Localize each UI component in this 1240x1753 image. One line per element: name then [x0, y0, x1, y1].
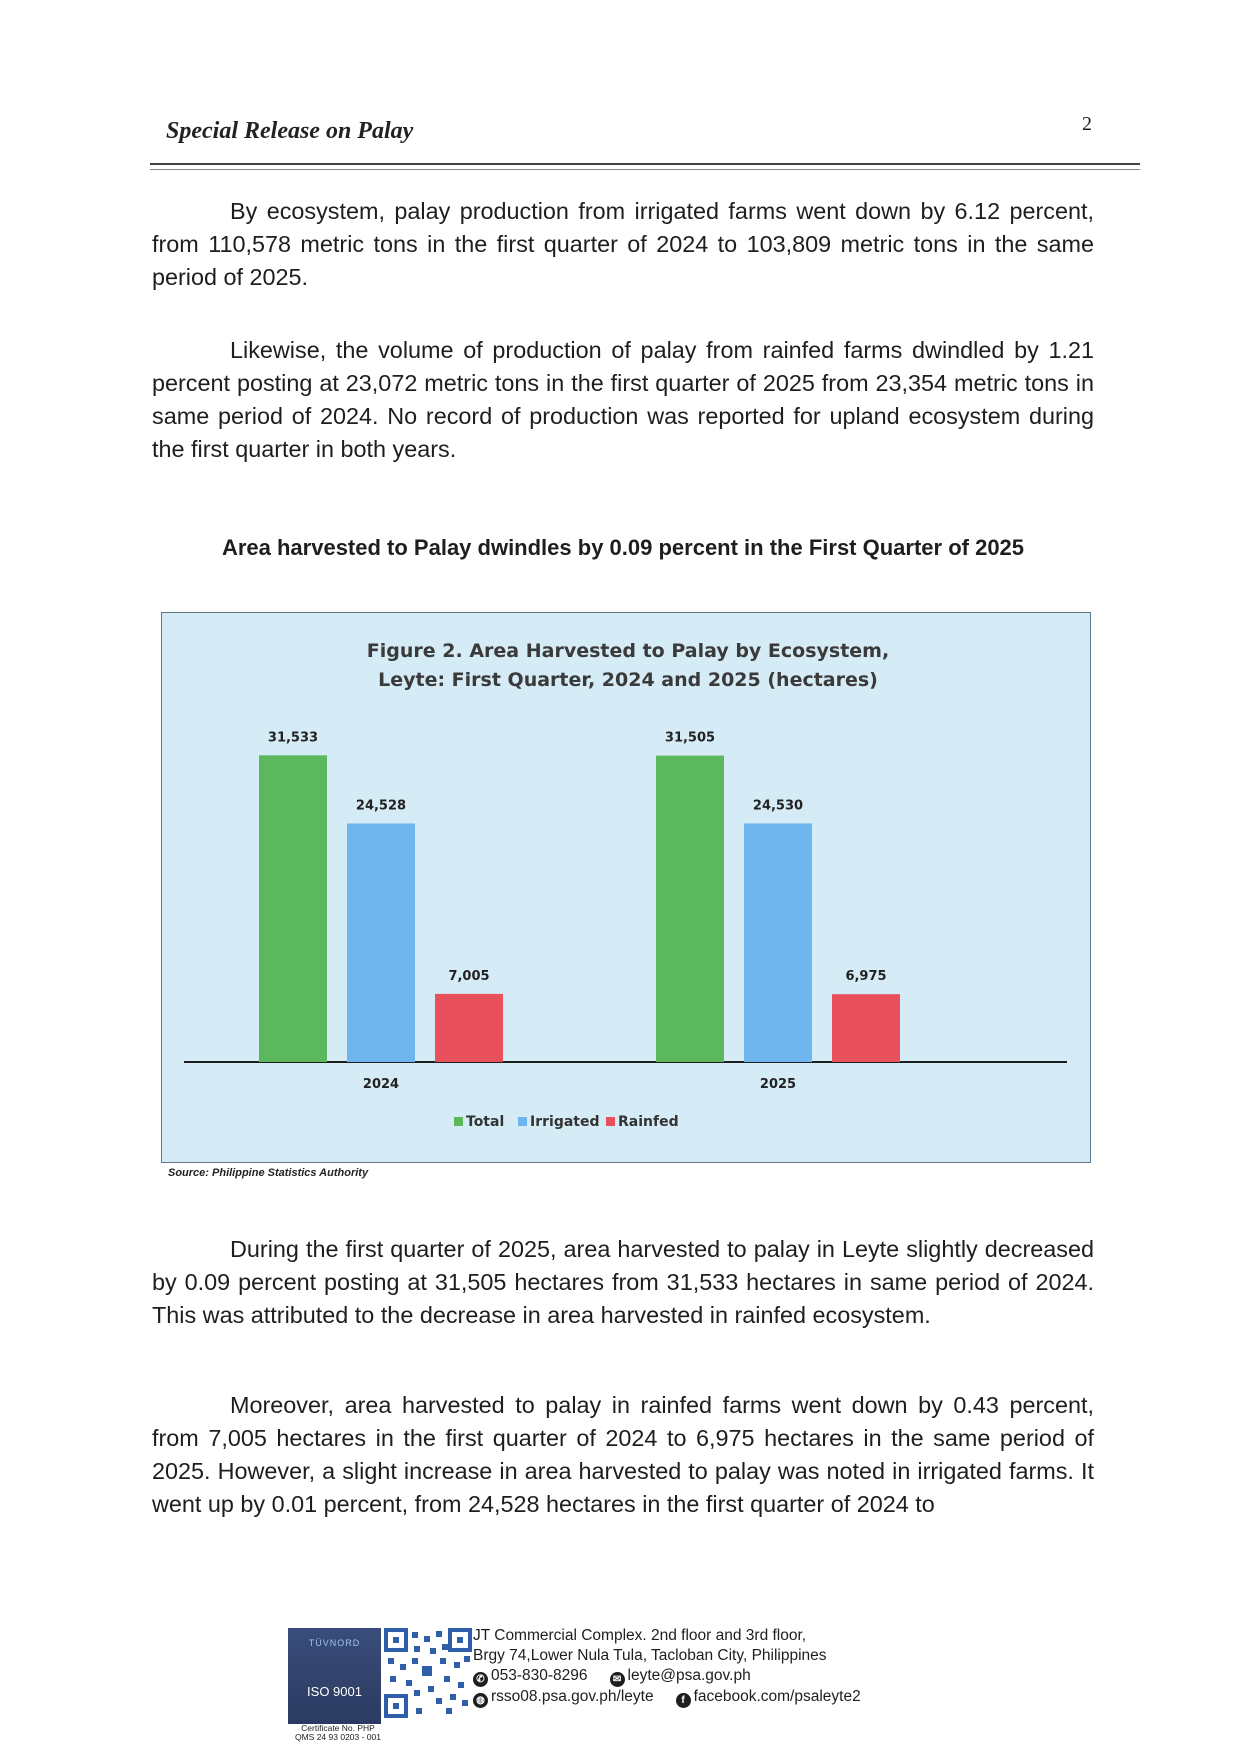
legend-label-rainfed: Rainfed	[618, 1114, 679, 1130]
data-label-rainfed-2024: 7,005	[448, 968, 490, 984]
paragraph-area-harvested: During the first quarter of 2025, area harvested to palay in Leyte slightly decreased by 0.09 percent posting at 31,505 hectares from 31,533 hectares in same period of 2024. This was attributed to the decrease in area harvested in rainfed ecosystem.	[152, 1236, 1094, 1328]
data-label-total-2024: 31,533	[267, 730, 319, 746]
figure-2-chart	[161, 612, 1091, 1163]
facebook-icon: f	[676, 1693, 691, 1708]
address-line-2: Brgy 74,Lower Nula Tula, Tacloban City, Philippines	[473, 1647, 827, 1664]
iso-label: ISO 9001	[307, 1684, 362, 1699]
chart-title-line2: Leyte: First Quarter, 2024 and 2025 (hectares)	[378, 669, 878, 691]
phone-icon: ✆	[473, 1672, 488, 1687]
footer	[288, 1626, 928, 1746]
data-label-irrigated-2025: 24,530	[752, 798, 804, 814]
globe-icon: ◍	[473, 1693, 488, 1708]
data-label-rainfed-2025: 6,975	[845, 969, 887, 985]
section-heading: Area harvested to Palay dwindles by 0.09 percent in the First Quarter of 2025	[221, 535, 1025, 560]
email-address[interactable]: leyte@psa.gov.ph	[627, 1667, 751, 1684]
chart-title-line1: Figure 2. Area Harvested to Palay by Ecosystem,	[366, 640, 890, 662]
phone-number: 053-830-8296	[491, 1667, 588, 1684]
contact-block	[473, 1626, 933, 1708]
qr-code-icon	[384, 1628, 472, 1718]
bar-irrigated-2024	[347, 823, 415, 1062]
legend-swatch-total	[454, 1117, 463, 1126]
iso-brand: TÜVNORD	[308, 1638, 361, 1648]
legend-label-irrigated: Irrigated	[530, 1114, 600, 1130]
bar-total-2024	[259, 755, 327, 1062]
data-label-irrigated-2024: 24,528	[355, 798, 407, 814]
address-line-1: JT Commercial Complex. 2nd floor and 3rd floor,	[473, 1627, 807, 1644]
website-link[interactable]: rsso08.psa.gov.ph/leyte	[491, 1688, 654, 1705]
chart-svg	[162, 613, 1092, 1164]
bar-total-2025	[656, 756, 724, 1062]
paragraph-rainfed-production: Likewise, the volume of production of palay from rainfed farms dwindled by 1.21 percent posting at 23,072 metric tons in the first quarter of 2025 from 23,354 metric tons in same period of 2024. No record of production was reported for upland ecosystem during the first quarter in both years.	[152, 337, 1094, 462]
certificate-line-1: Certificate No. PHP	[301, 1723, 375, 1733]
page-number: 2	[1082, 113, 1092, 135]
bar-rainfed-2024	[435, 994, 503, 1062]
category-label-2025: 2025	[759, 1077, 797, 1092]
header-title: Special Release on Palay	[166, 118, 414, 144]
legend-swatch-irrigated	[518, 1117, 527, 1126]
email-icon: ✉	[610, 1672, 625, 1687]
paragraph-rainfed-area: Moreover, area harvested to palay in rainfed farms went down by 0.43 percent, from 7,005 hectares in the first quarter of 2024 to 6,975 hectares in the same period of 2025. However, a slight increase in area harvested to palay was noted in irrigated farms. It went up by 0.01 percent, from 24,528 hectares in the first quarter of 2024 to	[152, 1392, 1094, 1517]
iso-certification-badge	[288, 1628, 381, 1724]
bar-rainfed-2025	[832, 994, 900, 1062]
data-label-total-2025: 31,505	[664, 730, 716, 746]
source-note: Source: Philippine Statistics Authority	[168, 1167, 369, 1179]
header-rule	[150, 163, 1140, 170]
legend-label-total: Total	[466, 1114, 505, 1130]
facebook-link[interactable]: facebook.com/psaleyte2	[693, 1688, 861, 1705]
paragraph-irrigated-production: By ecosystem, palay production from irrigated farms went down by 6.12 percent, from 110,578 metric tons in the first quarter of 2024 to 103,809 metric tons in the same period of 2025.	[152, 198, 1094, 290]
certificate-line-2: QMS 24 93 0203 - 001	[294, 1732, 381, 1742]
bar-irrigated-2025	[744, 823, 812, 1062]
category-label-2024: 2024	[362, 1077, 400, 1092]
certificate-number	[288, 1724, 388, 1742]
legend-swatch-rainfed	[606, 1117, 615, 1126]
